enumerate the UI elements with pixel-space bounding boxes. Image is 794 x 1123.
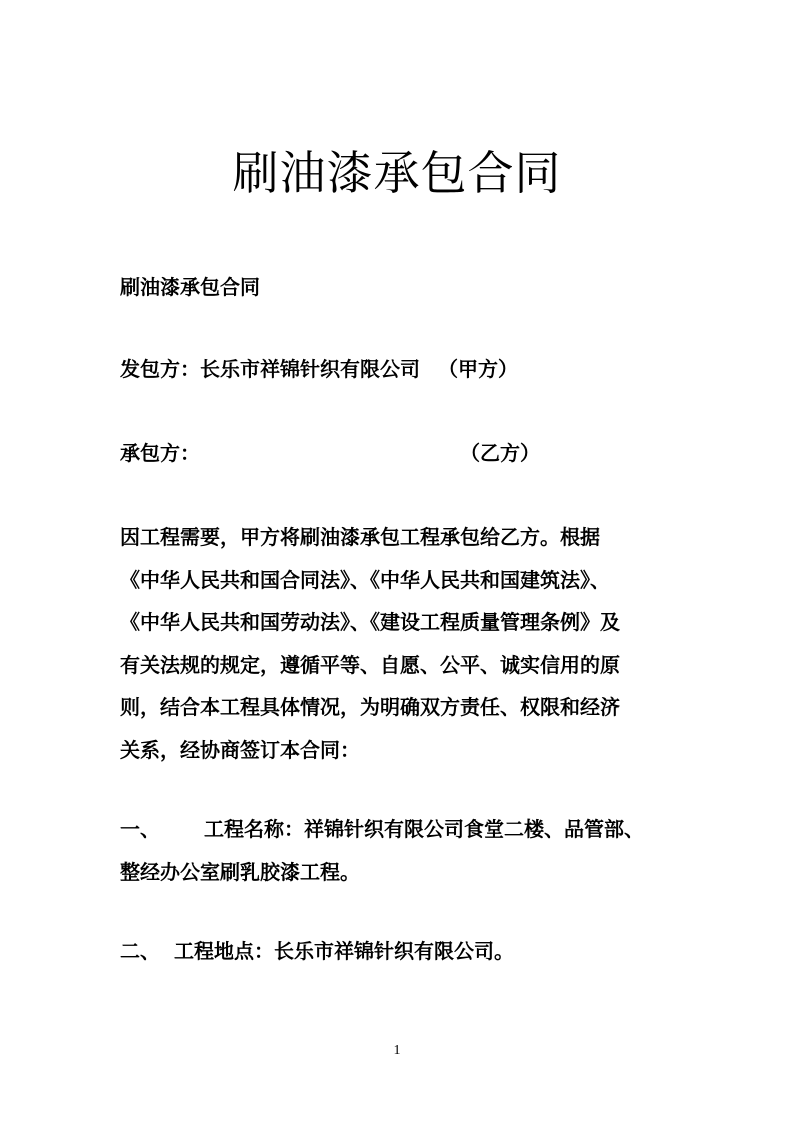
preamble-line: 《中华人民共和国劳动法》、《建设工程质量管理条例》及 <box>120 610 620 634</box>
clause-1-line-2: 整经办公室刷乳胶漆工程。 <box>120 859 360 884</box>
party-b-label: 承包方： <box>120 441 200 465</box>
party-a-name: 长乐市祥锦针织有限公司 <box>200 357 420 381</box>
preamble-paragraph <box>120 516 680 771</box>
party-a-role: （甲方） <box>438 357 518 381</box>
clause-2-text: 工程地点：长乐市祥锦针织有限公司。 <box>174 939 514 963</box>
preamble-line: 《中华人民共和国合同法》、《中华人民共和国建筑法》、 <box>120 567 610 592</box>
preamble-line: 关系，经协商签订本合同： <box>120 737 360 762</box>
preamble-line: 因工程需要，甲方将刷油漆承包工程承包给乙方。根据 <box>120 525 600 549</box>
clause-1-text: 工程名称：祥锦针织有限公司食堂二楼、品管部、 <box>204 817 644 841</box>
clause-1-number: 一、 <box>120 817 160 841</box>
clause-2 <box>120 936 680 966</box>
clause-1-line-1 <box>120 808 680 851</box>
clause-2-number: 二、 <box>120 939 160 963</box>
page-number: 1 <box>393 1043 401 1058</box>
document-subtitle: 刷油漆承包合同 <box>120 275 260 299</box>
party-b-role: （乙方） <box>460 441 540 465</box>
clause-1 <box>120 808 680 893</box>
party-a-line <box>120 354 680 384</box>
preamble-line: 有关法规的规定，遵循平等、自愿、公平、诚实信用的原 <box>120 652 620 677</box>
party-a-label: 发包方： <box>120 357 200 381</box>
party-b-line <box>120 438 680 468</box>
preamble-line: 则，结合本工程具体情况，为明确双方责任、权限和经济 <box>120 695 620 719</box>
document-title: 刷油漆承包合同 <box>232 146 562 200</box>
